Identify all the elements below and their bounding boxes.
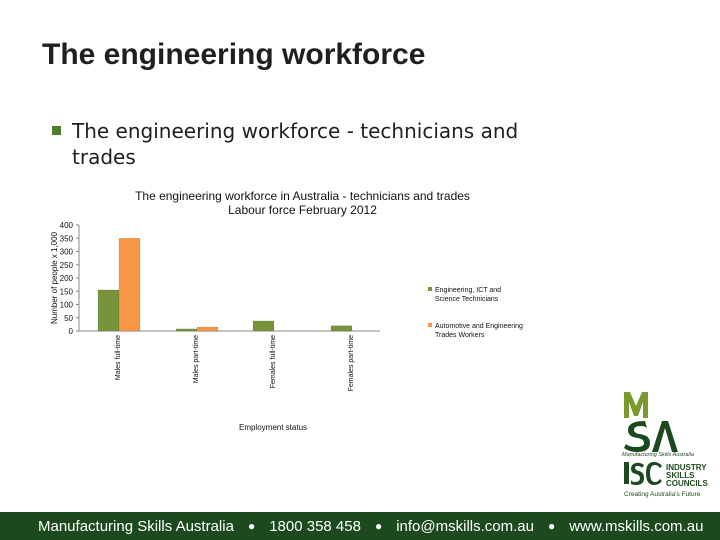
y-tick-group xyxy=(60,221,79,336)
footer-org: Manufacturing Skills Australia xyxy=(38,517,234,535)
bar-technicians xyxy=(253,321,274,331)
msa-logo-mark xyxy=(624,392,678,452)
msa-logo xyxy=(618,388,708,458)
slide-title: The engineering workforce xyxy=(42,38,426,71)
y-tick-label: 50 xyxy=(64,313,73,323)
y-tick-label: 300 xyxy=(59,247,73,257)
bar-trades-workers xyxy=(119,238,140,331)
y-tick-label: 150 xyxy=(59,287,73,297)
x-axis-label: Employment status xyxy=(238,423,308,432)
isc-logo-line1: INDUSTRY xyxy=(666,463,707,472)
chart-legend xyxy=(428,287,523,339)
footer-separator-dot-icon: ● xyxy=(374,519,383,533)
y-axis-label: Number of people x 1,000 xyxy=(50,231,59,325)
x-category-label: Females part-time xyxy=(348,335,355,392)
x-category-label: Males full-time xyxy=(115,335,122,381)
footer-separator-dot-icon: ● xyxy=(547,519,556,533)
isc-logo-line2: SKILLS xyxy=(666,471,695,480)
chart-title: The engineering workforce in Australia - technicians and trades xyxy=(135,189,470,203)
y-tick-label: 0 xyxy=(68,327,73,336)
footer-phone: 1800 358 458 xyxy=(269,517,361,535)
isc-logo-tagline: Creating Australia's Future xyxy=(624,491,701,498)
y-tick-label: 250 xyxy=(59,260,73,270)
bullet-text: The engineering workforce - technicians and trades xyxy=(72,119,519,169)
bar-trades-workers xyxy=(197,327,218,331)
legend-label: Engineering, ICT and Science Technicians xyxy=(435,287,502,303)
bar-technicians xyxy=(331,326,352,331)
isc-logo-line3: COUNCILS xyxy=(666,479,708,488)
y-tick-label: 400 xyxy=(59,221,73,230)
legend-swatch xyxy=(428,287,432,291)
footer-separator-dot-icon: ● xyxy=(247,519,256,533)
footer-bar xyxy=(0,512,720,540)
isc-logo-mark xyxy=(624,462,662,485)
y-tick-label: 100 xyxy=(59,300,73,310)
y-tick-label: 200 xyxy=(59,274,73,283)
chart-subtitle: Labour force February 2012 xyxy=(228,203,377,217)
bar-technicians xyxy=(98,290,119,331)
x-category-label: Females full-time xyxy=(270,335,277,389)
legend-label: Automotive and Engineering Trades Workers xyxy=(435,323,523,339)
footer-email: info@mskills.com.au xyxy=(396,517,534,535)
x-category-label: Males part-time xyxy=(193,335,200,384)
x-label-group xyxy=(115,335,355,392)
legend-swatch xyxy=(428,323,432,327)
bar-technicians xyxy=(176,329,197,331)
footer-web: www.mskills.com.au xyxy=(569,517,704,535)
isc-logo xyxy=(622,460,712,500)
y-tick-label: 350 xyxy=(59,234,73,244)
bar-group xyxy=(98,238,352,331)
msa-logo-caption: Manufacturing Skills Australia xyxy=(622,452,694,458)
